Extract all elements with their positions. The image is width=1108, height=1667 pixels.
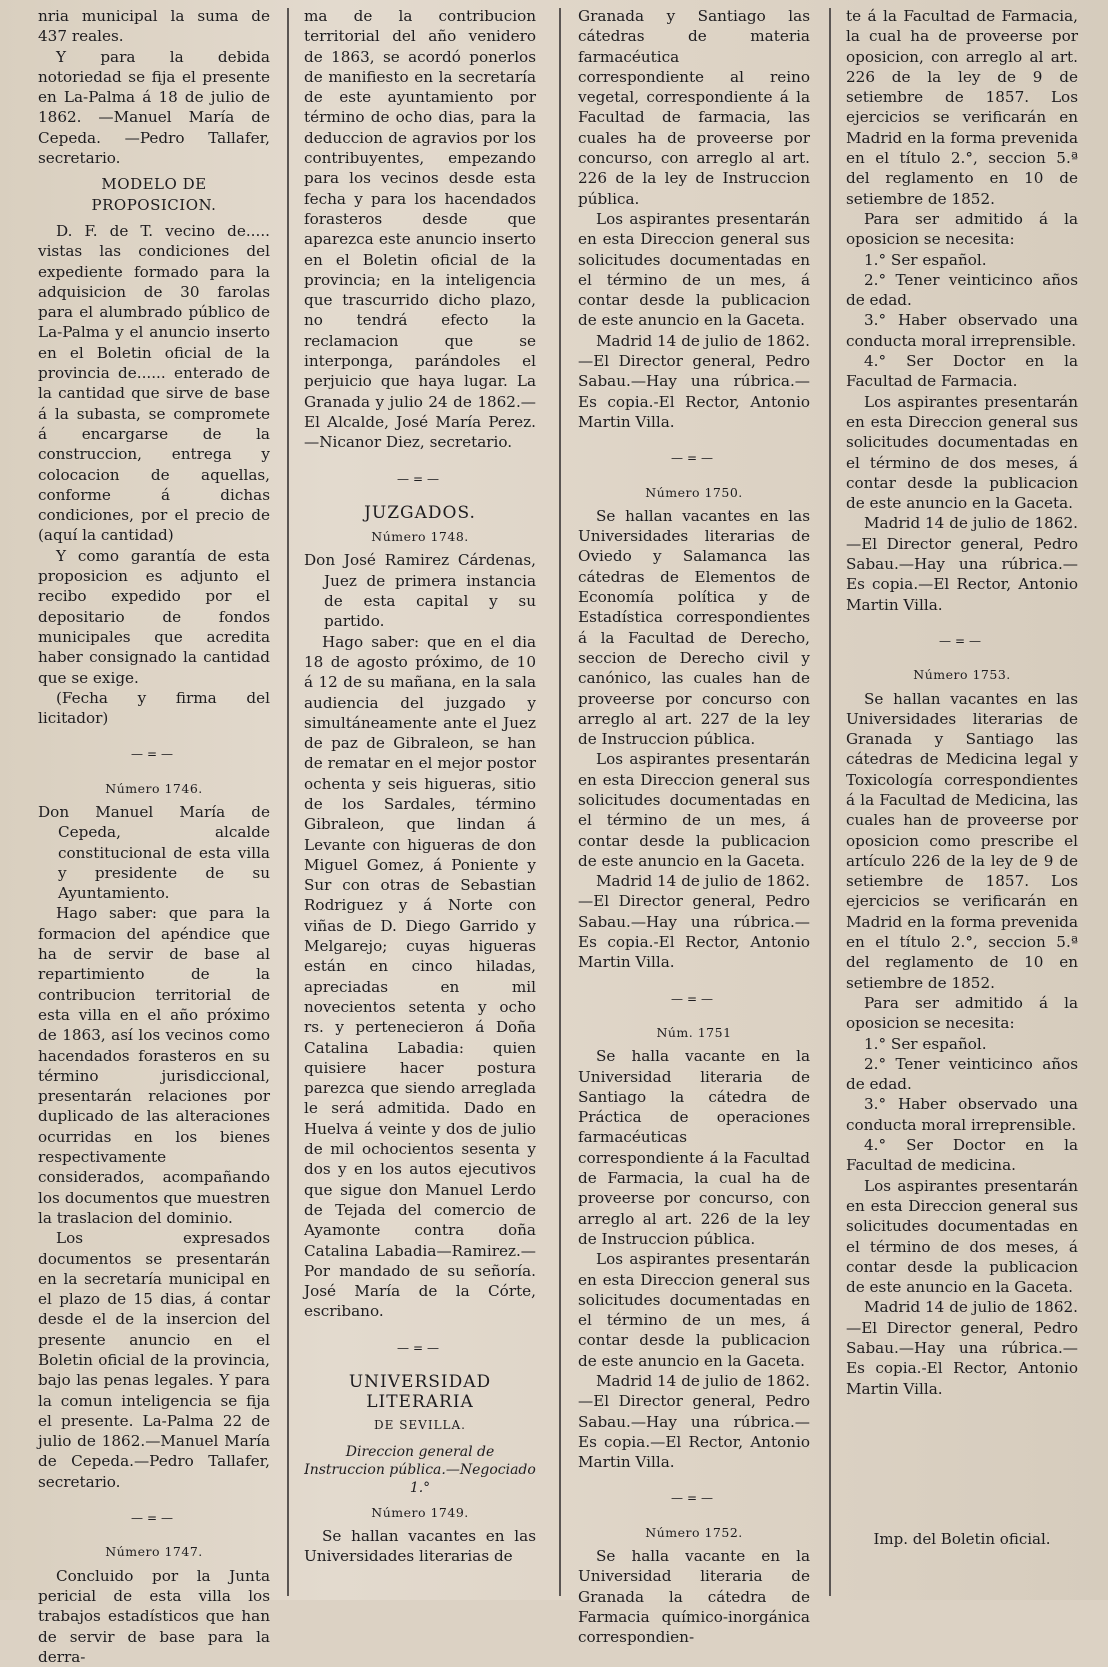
section-separator: —=— — [670, 451, 718, 466]
section-heading: JUZGADOS. — [364, 502, 476, 523]
paragraph: Granada y Santiago las cátedras de materia farmacéutica correspondiente al reino vegetal, correspondiente á la Facultad de farmacia, las cuales ha de proveerse por concurso, con arreglo al art. 226 de la ley de Instruccion pública. — [578, 7, 810, 208]
paragraph: D. F. de T. vecino de..... vistas las condiciones del expediente formado para la adquisicion de 30 farolas para el alumbrado público de La-Palma y el anuncio inserto en el Boletin oficial de la provincia de...... enterado de la cantidad que sirve de base á la subasta, se compromete á encargarse de la construccion, entrega y colocacion de aquellas, conforme á dichas condiciones, por el precio de (aquí la cantidad) — [38, 221, 270, 545]
paragraph: Madrid 14 de julio de 1862. —El Director general, Pedro Sabau.—Hay una rúbrica.—Es copia.-El Rector, Antonio Martin Villa. — [578, 872, 810, 972]
paragraph: Hago saber: que para la formacion del apéndice que ha de servir de base al repartimiento de la contribucion territorial de esta villa en el año próximo de 1863, así los vecinos como hacendados forasteros en su término jurisdiccional, presentarán relaciones por duplicado de las alteraciones ocurridas en los bienes respectivamente considerados, acompañando los documentos que muestren la traslacion del dominio. — [38, 904, 270, 1227]
paragraph: Madrid 14 de julio de 1862. —El Director general, Pedro Sabau.—Hay una rúbrica.—Es copia.—El Rector, Antonio Martin Villa. — [578, 1372, 810, 1472]
paragraph: Madrid 14 de julio de 1862. —El Director general, Pedro Sabau.—Hay una rúbrica.—Es copia.—El Rector, Antonio Martin Villa. — [846, 514, 1078, 614]
section-separator: —=— — [130, 1511, 178, 1526]
notice-number: Núm. 1751 — [656, 1024, 732, 1040]
notice-number: Número 1748. — [371, 529, 469, 545]
paragraph: Hago saber: que en el dia 18 de agosto próximo, de 10 á 12 de su mañana, en la sala audiencia del juzgado y simultáneamente ante el Juez de paz de Gibraleon, se han de rematar en el mejor postor ochenta y seis higueras, sitio de los Sardales, término Gibraleon, que lindan á Levante con higueras de don Miguel Gomez, á Poniente y Sur con otras de Sebastian Rodriguez y á Norte con viñas de D. Diego Garrido y Melgarejo; cuyas higueras están en cinco hiladas, apreciadas en mil novecientos setenta y ocho rs. y pertenecieron á Doña Catalina Labadia: quien quisiere hacer postura parezca que siendo arreglada le será admitida. Dado en Huelva á veinte y dos de julio de mil ochocientos sesenta y dos y en los autos ejecutivos que sigue don Manuel Lerdo de Tejada del comercio de Ayamonte contra doña Catalina Labadia—Ramirez.—Por mandado de su señoría. José María de la Córte, escribano. — [304, 632, 536, 1321]
paragraph: Madrid 14 de julio de 1862. —El Director general, Pedro Sabau.—Hay una rúbrica.—Es copia.-El Rector, Antonio Martin Villa. — [846, 1298, 1078, 1398]
paragraph: 2.° Tener veinticinco años de edad. — [846, 1054, 1078, 1094]
paragraph: Y como garantía de esta proposicion es adjunto el recibo expedido por el depositario de fondos municipales que acredita haber consignado la cantidad que se exige. — [38, 546, 270, 687]
section-separator: —=— — [130, 747, 178, 762]
section-separator: —=— — [938, 633, 986, 648]
paragraph: nria municipal la suma de 437 reales. — [38, 7, 270, 46]
paragraph: Se halla vacante en la Universidad literaria de Santiago la cátedra de Práctica de operaciones farmacéuticas correspondiente á la Facultad de Farmacia, la cual ha de proveerse por concurso, con arreglo al art. 226 de la ley de Instruccion pública. — [578, 1047, 810, 1248]
section-title: MODELO DE PROPOSICION. — [91, 175, 217, 214]
paragraph: Los aspirantes presentarán en esta Direccion general sus solicitudes documentadas en el término de un mes, á contar desde la publicacion de este anuncio en la Gaceta. — [578, 209, 810, 330]
paragraph: Para ser admitido á la oposicion se necesita: — [846, 993, 1078, 1033]
paragraph: Y para la debida notoriedad se fija el presente en La-Palma á 18 de julio de 1862. —Manuel María de Cepeda. —Pedro Tallafer, secretario. — [38, 47, 270, 168]
section-subheading: DE SEVILLA. — [374, 1417, 466, 1432]
paragraph: 1.° Ser español. — [864, 250, 987, 269]
paragraph: 2.° Tener veinticinco años de edad. — [846, 270, 1078, 310]
paragraph: te á la Facultad de Farmacia, la cual ha de proveerse por oposicion, con arreglo al art. 226 de la ley de 9 de setiembre de 1857. Los ejercicios se verificarán en Madrid en la forma prevenida en el título 2.°, seccion 5.ª del reglamento en 10 de setiembre de 1852. — [846, 7, 1078, 208]
paragraph: 3.° Haber observado una conducta moral irreprensible. — [846, 311, 1078, 350]
paragraph: 4.° Ser Doctor en la Facultad de medicina. — [846, 1136, 1078, 1175]
notice-number: Número 1750. — [645, 484, 743, 500]
official-heading: Don Manuel María de Cepeda, alcalde constitucional de esta villa y presidente de su Ayuntamiento. — [38, 802, 270, 903]
paragraph: Se hallan vacantes en las Universidades literarias de — [304, 1527, 536, 1566]
paragraph: 3.° Haber observado una conducta moral irreprensible. — [846, 1095, 1078, 1134]
text-column-3 — [578, 6, 810, 1647]
text-column-4 — [846, 6, 1078, 1486]
notice-number: Número 1752. — [645, 1524, 743, 1540]
paragraph: Los aspirantes presentarán en esta Direccion general sus solicitudes documentadas en el término de dos meses, á contar desde la publicacion de este anuncio en la Gaceta. — [846, 1176, 1078, 1297]
paragraph: ma de la contribucion territorial del año venidero de 1863, se acordó ponerlos de manifiesto en la secretaría de este ayuntamiento por término de ocho dias, para la deduccion de agravios por los contribuyentes, empezando para los vecinos desde esta fecha y para los hacendados forasteros desde que aparezca este anuncio inserto en el Boletin oficial de la provincia; en la inteligencia que trascurrido dicho plazo, no tendrá efecto la reclamacion que se interponga, parándoles el perjuicio que haya lugar. La Granada y julio 24 de 1862.—El Alcalde, José María Perez.—Nicanor Diez, secretario. — [304, 7, 536, 452]
paragraph: Madrid 14 de julio de 1862. —El Director general, Pedro Sabau.—Hay una rúbrica.—Es copia.-El Rector, Antonio Martin Villa. — [578, 331, 810, 431]
paragraph: 4.° Ser Doctor en la Facultad de Farmacia. — [846, 352, 1078, 391]
section-separator: —=— — [670, 991, 718, 1006]
imprint-line: Imp. del Boletin oficial. — [873, 1530, 1051, 1548]
paragraph: Se hallan vacantes en las Universidades literarias de Granada y Santiago las cátedras de Medicina legal y Toxicología correspondientes á la Facultad de Medicina, las cuales han de proveerse por oposicion como prescribe el artículo 226 de la ley de 9 de setiembre de 1857. Los ejercicios se verificarán en Madrid en la forma prevenida en el título 2.°, seccion 5.ª del reglamento de 10 en setiembre de 1852. — [846, 689, 1078, 992]
paragraph: Los aspirantes presentarán en esta Direccion general sus solicitudes documentadas en el término de un mes, á contar desde la publicacion de este anuncio en la Gaceta. — [578, 750, 810, 870]
notice-number: Número 1747. — [105, 1544, 203, 1560]
section-separator: —=— — [670, 1491, 718, 1506]
notice-number: Número 1753. — [913, 667, 1011, 683]
notice-number: Número 1746. — [105, 780, 203, 796]
paragraph: Se hallan vacantes en las Universidades literarias de Oviedo y Salamanca las cátedras de Elementos de Economía política y de Estadística correspondientes á la Facultad de Derecho, seccion de Derecho civil y canónico, las cuales han de proveerse por concurso con arreglo al art. 227 de la ley de Instruccion pública. — [578, 506, 810, 749]
text-column-2 — [304, 6, 536, 1596]
department-line: Direccion general de Instruccion pública.—Negociado 1.° — [304, 1443, 536, 1496]
paragraph: Concluido por la Junta pericial de esta villa los trabajos estadísticos que han de servir de base para la derra- — [38, 1566, 270, 1666]
column-rule — [829, 8, 831, 1596]
paragraph: 1.° Ser español. — [864, 1034, 987, 1053]
official-heading: Don José Ramirez Cárdenas, Juez de primera instancia de esta capital y su partido. — [304, 551, 536, 631]
section-heading: UNIVERSIDAD LITERARIA — [348, 1372, 492, 1413]
section-separator: —=— — [396, 1340, 444, 1355]
column-rule — [287, 8, 289, 1596]
notice-number: Número 1749. — [371, 1504, 469, 1520]
section-separator: —=— — [396, 471, 444, 486]
paragraph: Los aspirantes presentarán en esta Direccion general sus solicitudes documentadas en el término de dos meses, á contar desde la publicacion de este anuncio en la Gaceta. — [846, 392, 1078, 513]
paragraph: Los expresados documentos se presentarán en la secretaría municipal en el plazo de 15 dias, á contar desde el de la insercion del presente anuncio en el Boletin oficial de la provincia, bajo las penas legales. Y para la comun inteligencia se fija el presente. La-Palma 22 de julio de 1862.—Manuel María de Cepeda.—Pedro Tallafer, secretario. — [38, 1229, 270, 1491]
text-column-1 — [38, 6, 270, 1666]
paragraph: Para ser admitido á la oposicion se necesita: — [846, 209, 1078, 249]
column-rule — [559, 8, 561, 1596]
paragraph: Se halla vacante en la Universidad literaria de Granada la cátedra de Farmacia químico-inorgánica correspondien- — [578, 1547, 810, 1647]
paragraph: Los aspirantes presentarán en esta Direccion general sus solicitudes documentadas en el término de un mes, á contar desde la publicacion de este anuncio en la Gaceta. — [578, 1250, 810, 1370]
paragraph: (Fecha y firma del licitador) — [38, 688, 270, 728]
